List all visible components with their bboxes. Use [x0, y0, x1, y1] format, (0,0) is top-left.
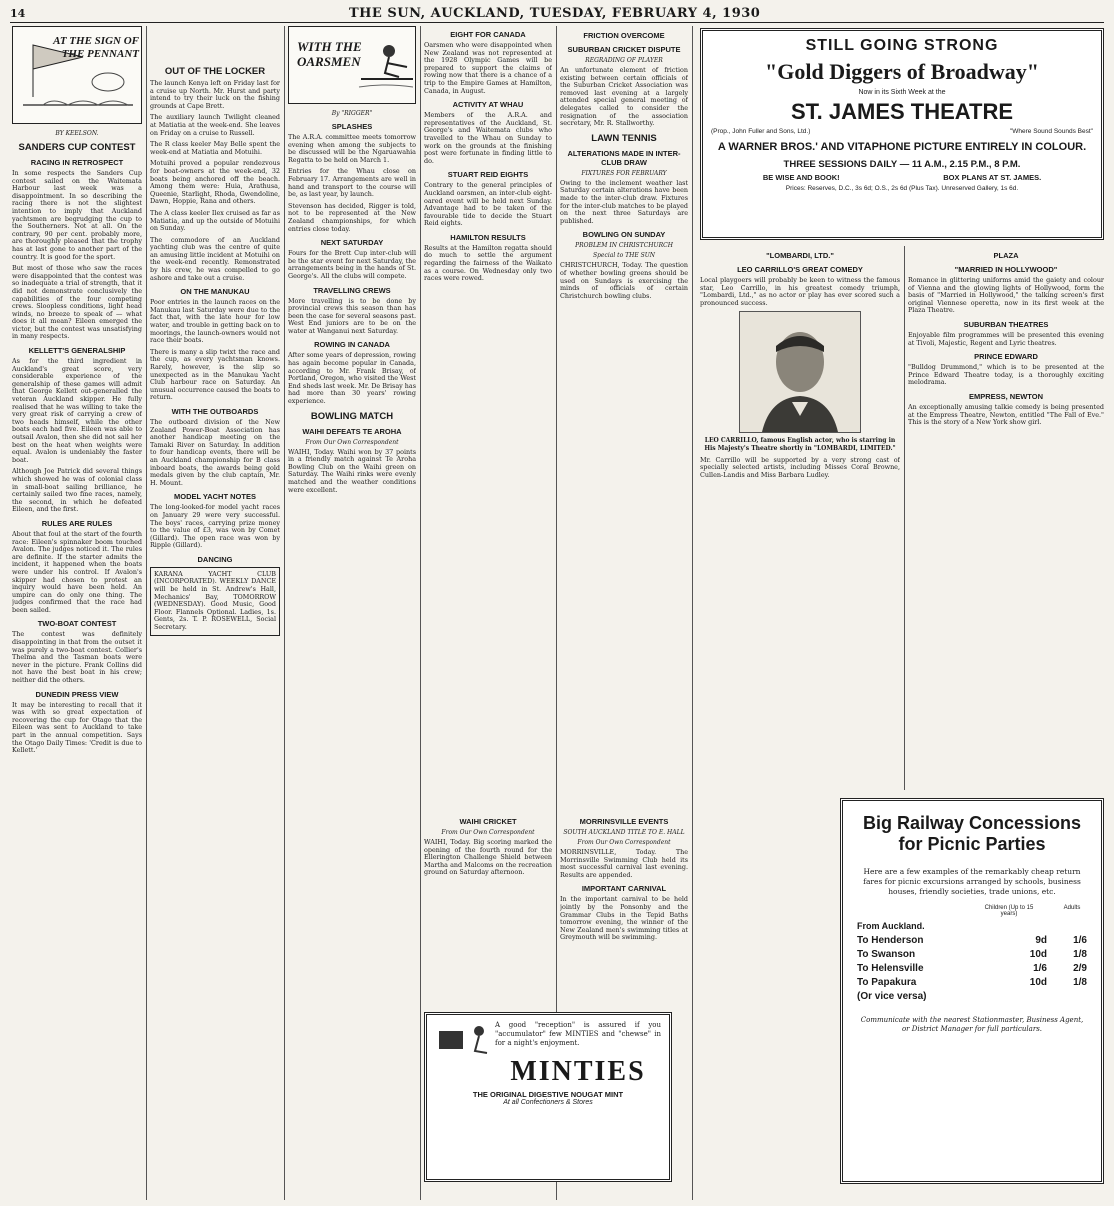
correspondent-note: From Our Own Correspondent — [305, 438, 399, 446]
subheadline: LEO CARRILLO'S GREAT COMEDY — [737, 265, 863, 274]
section-heading: KELLETT'S GENERALSHIP — [28, 346, 126, 356]
article-paragraph: But most of those who saw the races were disappointed that the contest was so inadequate a trial of strength, that it did not demonstrate conclusively the capabilities of the four competing crews. Sloopless conditions, light head winds, no breeze to speak of — what does it all mean? Eileen emerged the victor, but the contest was unsatisfying in many respects. — [12, 264, 142, 341]
fare-child — [999, 991, 1047, 1002]
fare-table — [857, 935, 1087, 1002]
subheadline: ALTERATIONS MADE IN INTER-CLUB DRAW — [567, 148, 681, 167]
column-5 — [560, 26, 688, 806]
fare-destination: To Papakura — [857, 977, 917, 988]
article-paragraph: Motuihi proved a popular rendezvous for boat-owners at the week-end, 32 boats being anchored off the beach. Among them were: Huia, Arathusa, Queenie, Starlight, Rhoda, Gwendoline, Dawn, Hoppie, Rana and others. — [150, 159, 280, 206]
column-rule — [284, 26, 285, 1200]
run-note: Now in its Sixth Week at the — [858, 89, 946, 96]
fare-child: 10d — [1029, 977, 1047, 988]
picture-note: A WARNER BROS.' AND VITAPHONE PICTURE ENTIRELY IN COLOUR. — [717, 141, 1087, 153]
article-paragraph: The A class keeler Ilex cruised as far as Matiatia, and up the outside of Motuihi on Sunday. — [150, 208, 280, 233]
article-paragraph: Results at the Hamilton regatta should do much to settle the argument regarding the fairness of the Waikato as a course. On Wednesday only two races were rowed. — [424, 243, 552, 283]
minties-slogan: THE ORIGINAL DIGESTIVE NOUGAT MINT — [472, 1090, 624, 1099]
headline: MORRINSVILLE EVENTS — [579, 817, 669, 826]
article-paragraph: Owing to the inclement weather last Saturday certain alterations have been made to the inter-club draw. Fixtures for the inter-club matches to be played on the next three Saturdays are published. — [560, 178, 688, 225]
venue-owners: (Prop., John Fuller and Sons, Ltd.) — [711, 128, 811, 135]
prices: Prices: Reserves, D.C., 3s 6d; O.S., 2s 6d (Plus Tax). Unreserved Gallery, 1s 6d. — [785, 185, 1019, 192]
article-paragraph: After some years of depression, rowing has again become popular in Canada, according to Mr. Frank Brisay, of Portland, Oregon, who visited the West End sheds last week. Mr. De Brisay has had more than 30 years' rowing experience. — [288, 351, 416, 406]
headline: LAWN TENNIS — [591, 132, 657, 144]
article-paragraph: Oarsmen who were disappointed when New Zealand was not represented at the 1928 Olympic Games will be prepared to support the claims of rowing now that there is a chance of a trip to the Empire Games at Hamilton, Canada, in August. — [424, 41, 552, 95]
headline: PLAZA — [993, 251, 1019, 260]
headline: WAIHI CRICKET — [459, 817, 517, 826]
section-heading: NEXT SATURDAY — [320, 238, 384, 248]
subheadline: WAIHI DEFEATS TE AROHA — [302, 426, 402, 436]
article-paragraph: About that foul at the start of the fourth race: Eileen's spinnaker boom touched Avalon. The judges noticed it. The rules are definite. If the starter admits the incident, it happened when the boats were under his control. If Avalon's skipper had chosen to protest an inquiry would have been held. An umpire can do only one thing. The judges confirmed that the race had been sailed. — [12, 529, 142, 614]
headline: OUT OF THE LOCKER — [164, 66, 266, 77]
section-heading: SUBURBAN THEATRES — [963, 319, 1049, 329]
article-paragraph: Poor entries in the launch races on the Manukau last Saturday were due to the fact that, with the late hour for low water, and trouble in getting back on to moorings, the launch-owners would not race their boats. — [150, 298, 280, 345]
column-1 — [12, 26, 142, 1200]
article-paragraph: There is many a slip twixt the race and the cup, as every yachtsman knows. Rarely, however, is the slip so unexpected as in the Manukau Yacht Club harbour race on Saturday. An unusual occurrence caused the boats to return. — [150, 347, 280, 402]
ad-headline: STILL GOING STRONG — [805, 37, 999, 54]
leo-carrillo-portrait — [739, 311, 861, 433]
section-heading: WITH THE OUTBOARDS — [171, 406, 259, 416]
article-paragraph: More travelling is to be done by provincial crews this season than has been the case for several seasons past. West End juniors are to be on the water at Wanganui next Saturday. — [288, 296, 416, 335]
fare-destination: To Swanson — [857, 949, 916, 960]
subheadline: "MARRIED IN HOLLYWOOD" — [954, 265, 1058, 274]
minties-tagline: A good "reception" is assured if you "accumulator" few MINTIES and "chewse" in for a night's enjoyment. — [495, 1021, 661, 1047]
article-paragraph: Local playgoers will probably be keen to witness the famous star, Leo Carrillo, in his greatest comedy triumph, "Lombardi, Ltd.," as no actor or play has ever scored such a pronounced success. — [700, 276, 900, 307]
fare-row — [857, 935, 1087, 946]
minties-brand: MINTIES — [510, 1056, 646, 1087]
column-3 — [288, 26, 416, 1200]
subheadline: FIXTURES FOR FEBRUARY — [581, 169, 667, 177]
subheadline: REGRADING OF PLAYER — [585, 57, 663, 64]
article-paragraph: Entries for the Whau close on February 17. Arrangements are well in hand and transport to the course will be, as last year, by launch. — [288, 167, 416, 199]
fare-adult: 2/9 — [1073, 963, 1087, 974]
article-paragraph: WAIHI, Today. Big scoring marked the opening of the fourth round for the Ellerington Challenge Shield between Martha and Malcoms on the recreation ground on Saturday afternoon. — [424, 838, 552, 877]
section-heading: RULES ARE RULES — [41, 518, 113, 528]
waihi-cricket-article — [424, 812, 552, 1006]
fare-row — [857, 949, 1087, 960]
article-paragraph: Contrary to the general principles of Auckland oarsmen, an inter-club eight-oared event will be held next Sunday. Advantage had to be taken of the favourable tide to decide the Stuart Reid eights. — [424, 181, 552, 228]
minties-stockists: At all Confectioners & Stores — [503, 1099, 593, 1106]
column-7 — [908, 246, 1104, 790]
subheadline: PROBLEM IN CHRISTCHURCH — [575, 242, 673, 250]
section-heading: TWO-BOAT CONTEST — [37, 619, 117, 629]
box-plans: BOX PLANS AT ST. JAMES. — [943, 173, 1042, 182]
oarsmen-logo — [288, 26, 416, 104]
photo-caption: LEO CARRILLO, famous English actor, who is starring in His Majesty's Theatre shortly in "LOMBARDI, LIMITED." — [704, 437, 896, 452]
page-number: 14 — [10, 6, 26, 20]
railway-concessions-advert — [840, 798, 1104, 1184]
pennant-logo-title: AT THE SIGN OF THE PENNANT — [53, 35, 139, 60]
article-paragraph: The long-looked-for model yacht races on January 29 were very successful. The boys' races, carrying prize money to the value of £3, was won by Comet (Gillard). The open race was won by Ripple (Gillard). — [150, 503, 280, 550]
newspaper-title: THE SUN, AUCKLAND, TUESDAY, FEBRUARY 4, 1930 — [348, 5, 761, 21]
article-paragraph: CHRISTCHURCH, Today. The question of whether bowling greens should be used on Sundays is exercising the minds of officials of certain Christchurch bowling clubs. — [560, 261, 688, 300]
column-2 — [150, 26, 280, 1200]
ad-intro: Here are a few examples of the remarkably cheap return fares for picnic excursions arranged by schools, business houses, friendly societies, trade unions, etc. — [863, 867, 1081, 896]
headline: "LOMBARDI, LTD." — [766, 251, 834, 260]
section-heading: ROWING IN CANADA — [314, 340, 390, 350]
section-heading: EMPRESS, NEWTON — [968, 391, 1044, 401]
section-heading: ACTIVITY AT WHAU — [452, 100, 524, 110]
byline: By "RIGGER" — [331, 110, 373, 117]
fare-row — [857, 977, 1087, 988]
correspondent-note: Special to THE SUN — [592, 252, 656, 260]
article-paragraph: Romance in glittering uniforms amid the gaiety and colour of Vienna and the glowing lights of Hollywood, form the basis of "Married in Hollywood," the talking screen's first original Viennese operetta, now in its first week at the Plaza Theatre. — [908, 276, 1104, 315]
fare-row — [857, 991, 1087, 1002]
column-rule — [146, 26, 147, 1200]
fare-child: 9d — [1035, 935, 1047, 946]
section-heading: HAMILTON RESULTS — [450, 232, 526, 242]
venue-name: ST. JAMES THEATRE — [790, 99, 1014, 124]
fare-adult: 1/8 — [1073, 977, 1087, 988]
article-paragraph: WAIHI, Today. Waihi won by 37 points in a friendly match against Te Aroha Bowling Club on the Waihi green on Saturday. The Waihi rinks were evenly matched and the weather conditions were excellent. — [288, 447, 416, 494]
column-rule — [420, 26, 421, 1200]
film-title: "Gold Diggers of Broadway" — [765, 59, 1039, 84]
fare-child: 10d — [1029, 949, 1047, 960]
byline: BY KEELSON. — [55, 130, 99, 137]
masthead — [10, 4, 1104, 23]
dance-advert: KARANA YACHT CLUB (INCORPORATED). WEEKLY DANCE will be held in St. Andrew's Hall, Mechanics' Bay, TOMORROW (WEDNESDAY). Good Music, Good Floor. Flannels Optional. Ladies, 1s. Gents, 2s. T. P. ROSEWELL, Social Secretary. — [150, 567, 280, 636]
fare-child: 1/6 — [1033, 963, 1047, 974]
column-6 — [700, 246, 900, 790]
fare-adult: 1/6 — [1073, 935, 1087, 946]
section-heading: DANCING — [197, 554, 233, 564]
article-paragraph: Members of the A.R.A. and representatives of the Auckland, St. George's and Waitemata clubs who travelled to the Whau on Sunday to work on the grounds at the finishing post were fortunate in finding little to do. — [424, 111, 552, 165]
headline: BOWLING MATCH — [310, 410, 394, 422]
article-paragraph: Although Joe Patrick did several things which showed he was of colonial class in small-boat sailing brilliance, he certainly sailed two fine races, namely, the second, in which he defeated Eileen, and the first. — [12, 467, 142, 514]
radio-listener-icon — [435, 1021, 495, 1061]
section-heading: SPLASHES — [331, 122, 373, 131]
article-paragraph: "Bulldog Drummond," which is to be presented at the Prince Edward Theatre today, is a thoroughly exciting melodrama. — [908, 363, 1104, 387]
article-paragraph: The commodore of an Auckland yachting club was the centre of quite an amusing little incident at Motuihi on the week-end recently. Remonstrated by his crew, he was compelled to go ashore and take out a cruise. — [150, 235, 280, 282]
article-paragraph: In some respects the Sanders Cup contest sailed on the Waitemata Harbour last week was a disappointment. In so describing the racing there is not the slightest intention to imply that Auckland yachtsmen are begrudging the cup to the Southerners. Not at all. On the contrary, 90 per cent. probably more, are thoroughly pleased that the trophy has at last gone to another part of the country. It is good for the sport. — [12, 169, 142, 261]
article-paragraph: In the important carnival to be held jointly by the Ponsonby and the Grammar Clubs in the Tepid Baths tomorrow evening, the winner of the New Zealand men's swimming titles at Greymouth will be swimming. — [560, 895, 688, 942]
sessions: THREE SESSIONS DAILY — 11 A.M., 2.15 P.M., 8 P.M. — [783, 159, 1021, 170]
portrait-icon — [740, 312, 860, 432]
section-heading: MODEL YACHT NOTES — [174, 492, 256, 502]
article-paragraph: The outboard division of the New Zealand Power-Boat Association has another handicap meeting on the Tamaki River on Saturday. In addition to four handicap events, there will be an Auckland championship for B class inboard boats, the awards being gold medals given by the club captain, Mr. H. Mount. — [150, 417, 280, 487]
ad-subheadline: for Picnic Parties — [898, 834, 1046, 854]
correspondent-note: From Our Own Correspondent — [577, 839, 671, 846]
article-paragraph: The launch Kenya left on Friday last for a cruise up North. Mr. Hurst and party intend to try their luck on the fishing grounds at Cape Brett. — [150, 79, 280, 110]
section-heading: TRAVELLING CREWS — [313, 285, 391, 295]
subheadline: RACING IN RETROSPECT — [30, 158, 124, 167]
pennant-logo — [12, 26, 142, 124]
section-heading: DUNEDIN PRESS VIEW — [35, 689, 119, 699]
article-paragraph: Fours for the Brett Cup inter-club will be the star event for next Saturday, the arrangements being in the hands of St. George's. All the clubs will compete. — [288, 249, 416, 280]
section-heading: PRINCE EDWARD — [974, 352, 1038, 362]
article-paragraph: The contest was definitely disappointing in that from the outset it was purely a two-boat contest. Collier's Thelma and the Tasman boats were never in the picture. Frank Collins did not have the best boat in his crew; neither did the others. — [12, 630, 142, 685]
column-rule — [904, 246, 905, 790]
article-paragraph: It may be interesting to recall that it was with so great expectation of recovering the cup for Otago that the Eileen was sent to Auckland to take part in the annual competition. Says the Otago Daily Times: 'Credit is due to Kellett.' — [12, 700, 142, 755]
subheadline: SUBURBAN CRICKET DISPUTE — [567, 45, 681, 54]
article-paragraph: As for the third ingredient in Auckland's great score, very considerable experience of the generalship of these games will admit that George Kellett out-generalled the veteran Auckland skipper. He fully realised that he was willing to take the very great risk of carrying a crew of two heads himself, while the other boats each had five. Eileen was able to outsail Avalon, then she did not sail her best on the heat when weights were equal. Avalon is undeniably the faster boat. — [12, 357, 142, 464]
fare-row — [857, 963, 1087, 974]
article-paragraph: Mr. Carrillo will be supported by a very strong cast of specially selected artists, including Misses Coral Browne, Cullen-Landis and Miss Barbara Ludley. — [700, 455, 900, 479]
correspondent-note: From Our Own Correspondent — [441, 829, 535, 836]
children-column-header: Children (Up to 15 years) — [984, 905, 1034, 917]
fare-destination: To Helensville — [857, 963, 924, 974]
article-paragraph: The R class keeler May Belle spent the week-end at Matiatia and Motuihi. — [150, 140, 280, 156]
section-heading: STUART REID EIGHTS — [447, 170, 529, 180]
fare-destination: (Or vice versa) — [857, 991, 927, 1002]
article-paragraph: Enjoyable film programmes will be presented this evening at Tivoli, Majestic, Regent and Lyric theatres. — [908, 330, 1104, 347]
headline: FRICTION OVERCOME — [583, 31, 665, 40]
column-rule — [692, 26, 693, 1200]
section-heading: IMPORTANT CARNIVAL — [581, 884, 667, 894]
from-label: From Auckland. — [857, 921, 925, 931]
section-heading: ON THE MANUKAU — [180, 287, 250, 297]
headline: SANDERS CUP CONTEST — [18, 142, 136, 153]
article-paragraph: The A.R.A. committee meets tomorrow evening when among the subjects to be discussed will be the Ngaruawahia Regatta to be held on March 1. — [288, 133, 416, 164]
fare-adult — [1047, 991, 1087, 1002]
article-paragraph: The auxiliary launch Twilight cleaned at Matiatia at the week-end. She leaves on Friday on a cruise to Russell. — [150, 113, 280, 137]
venue-slogan: "Where Sound Sounds Best" — [1009, 128, 1093, 135]
subheadline: SOUTH AUCKLAND TITLE TO E. HALL — [563, 829, 685, 836]
column-4 — [424, 26, 552, 806]
fare-adult: 1/8 — [1073, 949, 1087, 960]
article-paragraph: An unfortunate element of friction existing between certain officials of the Suburban Cricket Association was removed last evening at a largely attended special general meeting of delegates called to consider the resignation of the association secretary, Mr. R. Stallworthy. — [560, 66, 688, 128]
st-james-theatre-advert — [700, 28, 1104, 240]
article-paragraph: Stevenson has decided, Rigger is told, not to be represented at the New Zealand championships, for which entries close today. — [288, 201, 416, 233]
minties-advert — [424, 1012, 672, 1182]
headline: EIGHT FOR CANADA — [450, 30, 526, 39]
adults-column-header: Adults — [1063, 905, 1081, 911]
oarsmen-logo-title: WITH THE OARSMEN — [297, 39, 362, 69]
fare-destination: To Henderson — [857, 935, 924, 946]
booking-note: BE WISE AND BOOK! — [762, 173, 840, 182]
ad-headline: Big Railway Concessions — [862, 813, 1082, 833]
article-paragraph: MORRINSVILLE, Today. The Morrinsville Swimming Club held its most successful carnival last evening. Results are appended. — [560, 848, 688, 879]
ad-footer: Communicate with the nearest Stationmaster, Business Agent, or District Manager for full particulars. — [860, 1016, 1084, 1033]
article-paragraph: An exceptionally amusing talkie comedy is being presented at the Empress Theatre, Newton, entitled "The Fall of Eve." This is the story of a New York show girl. — [908, 402, 1104, 427]
headline: BOWLING ON SUNDAY — [582, 230, 666, 240]
